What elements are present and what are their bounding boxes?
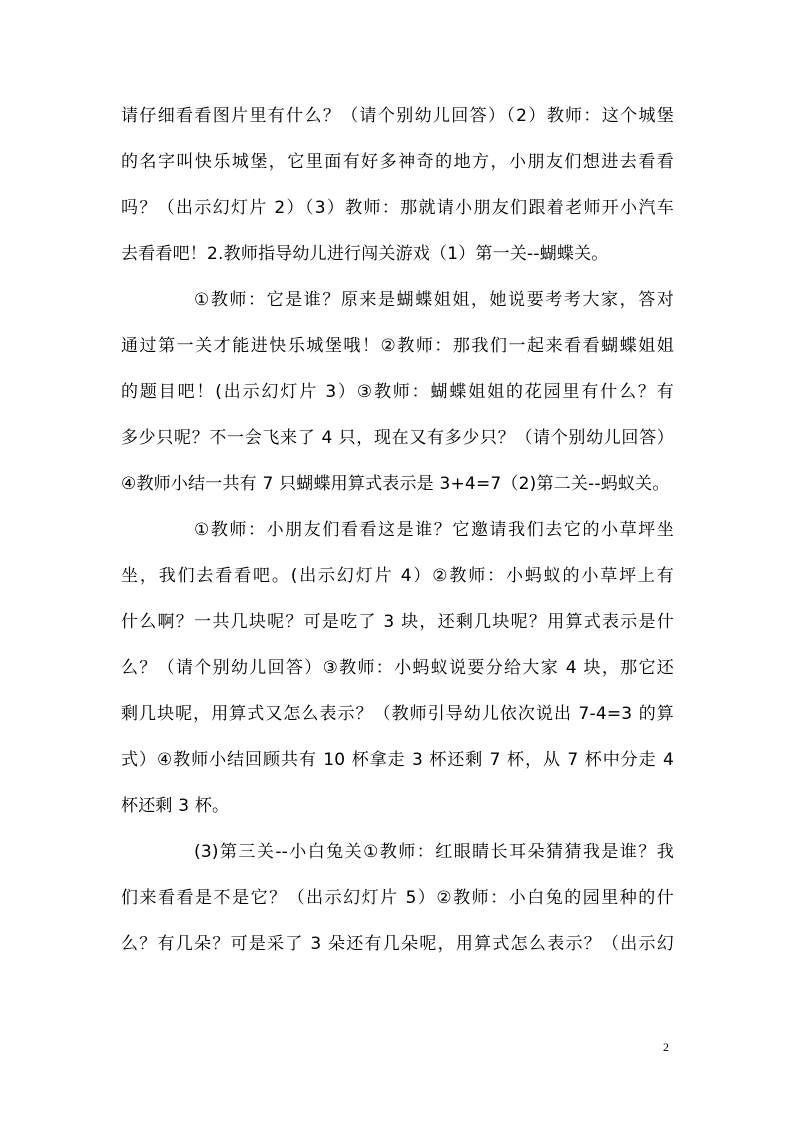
text-line: ④教师小结一共有 7 只蝴蝶用算式表示是 3+4=7（2)第二关--蚂蚁关。 xyxy=(121,474,670,494)
text-line: 式）④教师小结回顾共有 10 杯拿走 3 杯还剩 7 杯，从 7 杯中分走 4 xyxy=(121,750,674,770)
text-line: ①教师：它是谁？原来是蝴蝶姐姐，她说要考考大家，答对 xyxy=(194,290,674,310)
page-number: 2 xyxy=(663,1040,669,1054)
text-line: 什么啊？一共几块呢？可是吃了 3 块，还剩几块呢？用算式表示是什 xyxy=(121,612,674,632)
text-line: 去看看吧！2.教师指导幼儿进行闯关游戏（1）第一关--蝴蝶关。 xyxy=(121,244,609,264)
text-line: 们来看看是不是它？（出示幻灯片 5）②教师：小白兔的园里种的什 xyxy=(121,888,674,908)
document-body xyxy=(121,93,674,967)
text-line: 通过第一关才能进快乐城堡哦！②教师：那我们一起来看看蝴蝶姐姐 xyxy=(121,336,674,356)
paragraph-4 xyxy=(121,829,674,967)
paragraph-2 xyxy=(121,277,674,507)
text-line: ①教师：小朋友们看看这是谁？它邀请我们去它的小草坪坐 xyxy=(194,520,674,540)
paragraph-1 xyxy=(121,93,674,277)
text-line: 坐，我们去看看吧。(出示幻灯片 4）②教师：小蚂蚁的小草坪上有 xyxy=(121,566,674,586)
text-line: 请仔细看看图片里有什么？（请个别幼儿回答）（2）教师：这个城堡 xyxy=(121,106,674,126)
text-line: 多少只呢？不一会飞来了 4 只，现在又有多少只？（请个别幼儿回答） xyxy=(121,428,674,448)
text-line: 么？有几朵？可是采了 3 朵还有几朵呢，用算式怎么表示？（出示幻 xyxy=(121,934,674,954)
text-line: 剩几块呢，用算式又怎么表示？（教师引导幼儿依次说出 7-4=3 的算 xyxy=(121,704,674,724)
text-line: 吗？（出示幻灯片 2）（3）教师：那就请小朋友们跟着老师开小汽车 xyxy=(121,198,674,218)
paragraph-3 xyxy=(121,507,674,829)
text-line: 杯还剩 3 杯。 xyxy=(121,796,230,816)
text-line: 的名字叫快乐城堡，它里面有好多神奇的地方，小朋友们想进去看看 xyxy=(121,152,674,172)
text-line: 么？（请个别幼儿回答）③教师：小蚂蚁说要分给大家 4 块，那它还 xyxy=(121,658,674,678)
text-line: 的题目吧！(出示幻灯片 3）③教师：蝴蝶姐姐的花园里有什么？有 xyxy=(121,382,674,402)
text-line: (3)第三关--小白兔关①教师：红眼睛长耳朵猜猜我是谁？我 xyxy=(194,842,674,862)
